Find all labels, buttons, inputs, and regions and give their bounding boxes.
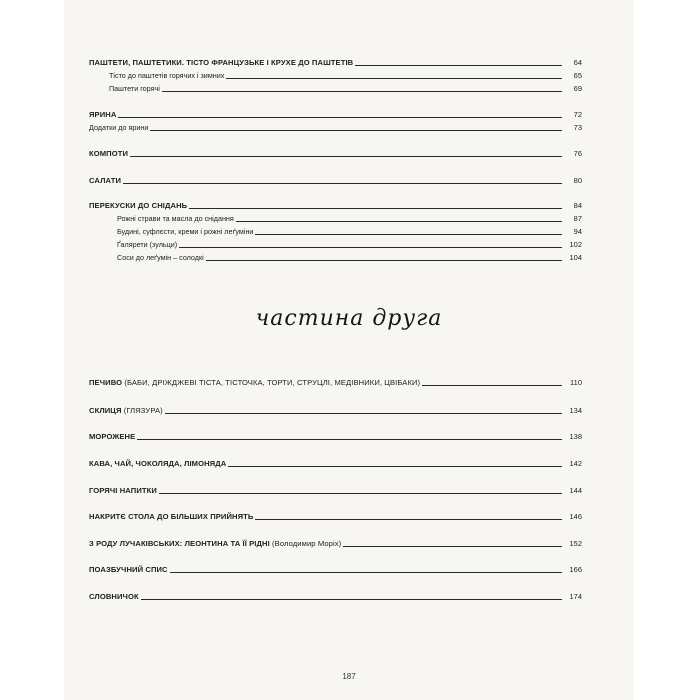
leader-line <box>165 413 562 414</box>
toc-entry-title <box>89 511 253 522</box>
toc-entry-page: 138 <box>569 432 582 441</box>
leader-line <box>343 546 562 547</box>
toc-entry-title-text: Додатки до ярини <box>89 123 149 132</box>
toc-entry <box>89 563 582 575</box>
toc-entry-page: 110 <box>570 378 582 387</box>
leader-line <box>159 493 562 494</box>
toc-entry-title <box>89 431 135 442</box>
toc-entry-page: 142 <box>569 459 582 468</box>
toc-entry-note: (Володимир Моріх) <box>269 539 342 548</box>
toc-entry-title-text: ПОАЗБУЧНИЙ СПИС <box>89 565 168 574</box>
toc-entry-title <box>89 405 163 416</box>
toc-entry-page: 152 <box>569 539 582 548</box>
toc-entry-title-text: Паштети горячі <box>109 84 160 93</box>
toc-entry-title-text: ПЕЧИВО <box>89 378 123 387</box>
toc-entry-page: 134 <box>569 406 582 415</box>
toc-entry <box>89 590 582 602</box>
toc-entry <box>89 457 582 469</box>
toc-entry-title-text: КАВА, ЧАЙ, ЧОКОЛЯДА, ЛІМОНЯДА <box>89 459 227 468</box>
leader-line <box>255 519 562 520</box>
toc-entry-title-text: ПЕРЕКУСКИ ДО СНІДАНЬ <box>89 201 188 210</box>
toc-entry-note: (БАБИ, ДРІЖДЖЕВІ ТІСТА, ТІСТОЧКА, ТОРТИ, СТРУЦЛІ, МЕДІВНИКИ, ЦВІБАКИ) <box>122 378 421 387</box>
toc-entry-page: 76 <box>573 149 582 158</box>
toc-entry-title-text: ПАШТЕТИ, ПАШТЕТИКИ. ТІСТО ФРАНЦУЗЬКЕ І КРУХЕ ДО ПАШТЕТІВ <box>89 58 354 67</box>
toc-entry-title-text: Соси до леґумін – солодкі <box>117 253 204 262</box>
toc-entry-title-text: СКЛИЦЯ <box>89 406 122 415</box>
toc-entry-title-text: НАКРИТЄ СТОЛА ДО БІЛЬШИХ ПРИЙНЯТЬ <box>89 512 254 521</box>
toc-entry-page: 80 <box>573 176 582 185</box>
toc-entry-title <box>89 458 226 469</box>
toc-entry-page: 84 <box>573 201 582 210</box>
toc-entry <box>89 484 582 496</box>
leader-line <box>137 439 562 440</box>
toc-entry-title-text: СЛОВНИЧОК <box>89 592 139 601</box>
leader-line <box>170 572 562 573</box>
toc-entry <box>89 510 582 522</box>
toc-entry-title <box>89 538 341 549</box>
toc-entry-title-text: МОРОЖЕНЕ <box>89 432 136 441</box>
toc-entry <box>89 376 582 388</box>
toc-entry-title-text: Тісто до паштетів горячих і зимних <box>109 71 225 80</box>
toc-entry-title-text: ЯРИНА <box>89 110 117 119</box>
toc-entry-page: 104 <box>569 253 582 262</box>
toc-entry-title-text: З РОДУ ЛУЧАКІВСЬКИХ: ЛЕОНТИНА ТА ЇЇ РІДНІ <box>89 539 270 548</box>
toc-entry-title-text: Будині, суфлєсти, креми і рожні леґуміни <box>117 227 254 236</box>
toc-entry-page: 64 <box>573 58 582 67</box>
toc-entry-page: 87 <box>573 214 582 223</box>
leader-line <box>228 466 562 467</box>
toc-entry-page: 166 <box>569 565 582 574</box>
leader-line <box>141 599 562 600</box>
toc-entry-title <box>89 591 139 602</box>
book-page <box>64 0 634 700</box>
toc-entry-title-text: САЛАТИ <box>89 176 122 185</box>
toc-entry-page: 174 <box>569 592 582 601</box>
toc-entry <box>89 404 582 416</box>
toc-entry-page: 73 <box>573 123 582 132</box>
toc-entry-title-text: КОМПОТИ <box>89 149 129 158</box>
toc-entry-title-text: ГОРЯЧІ НАПИТКИ <box>89 486 157 495</box>
toc-entry-page: 102 <box>569 240 582 249</box>
toc-entry <box>89 430 582 442</box>
toc-entry-title <box>89 564 168 575</box>
toc-entry-page: 144 <box>569 486 582 495</box>
toc-entry-page: 72 <box>573 110 582 119</box>
page-number: 187 <box>342 672 356 681</box>
toc-entry-title-text: Рожні страви та масла до снідання <box>117 214 234 223</box>
leader-line <box>422 385 562 386</box>
toc-entry-page: 69 <box>573 84 582 93</box>
toc-entry-title <box>89 485 157 496</box>
toc-entry-page: 65 <box>573 71 582 80</box>
toc-entry-title <box>89 377 420 388</box>
part-two-heading: частина друга <box>255 306 443 331</box>
toc-entry-page: 146 <box>569 512 582 521</box>
toc-entry-title-text: Ґалярети (зульци) <box>117 240 178 249</box>
toc-part-two <box>89 0 582 660</box>
toc-entry-page: 94 <box>573 227 582 236</box>
toc-entry <box>89 537 582 549</box>
toc-entry-note: (ГЛЯЗУРА) <box>121 406 163 415</box>
